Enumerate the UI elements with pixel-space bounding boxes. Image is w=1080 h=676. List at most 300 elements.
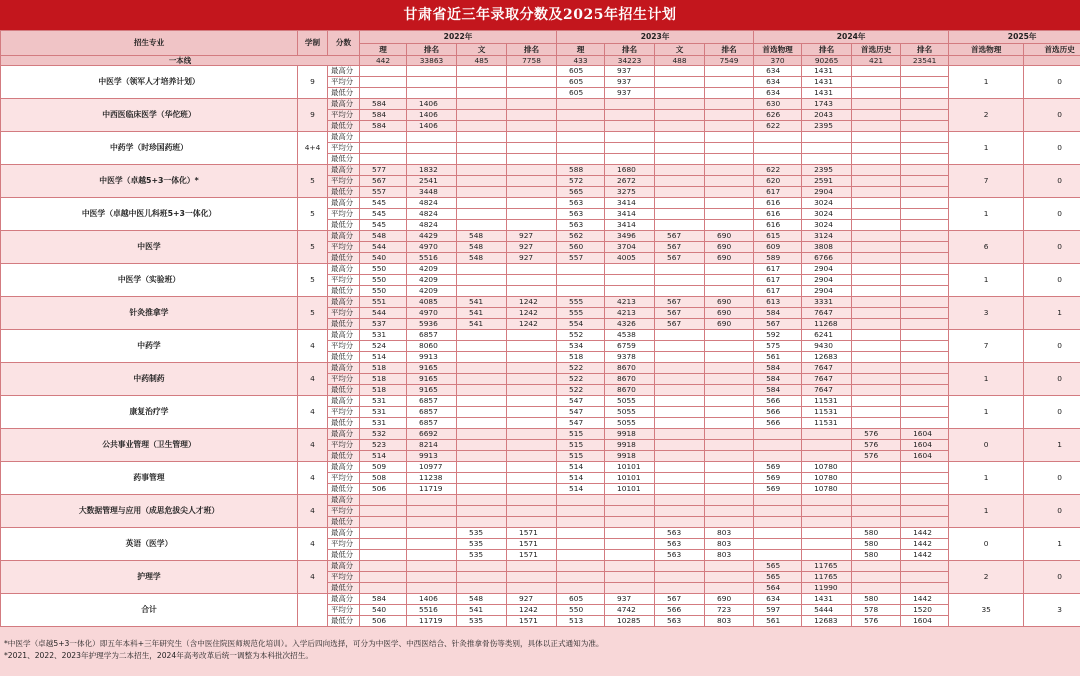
score-cell xyxy=(557,495,605,506)
plan-physics: 35 xyxy=(949,594,1024,627)
score-cell xyxy=(655,88,705,99)
score-cell: 531 xyxy=(360,418,407,429)
score-cell: 545 xyxy=(360,198,407,209)
score-cell xyxy=(901,253,949,264)
score-cell xyxy=(655,517,705,528)
score-cell: 11531 xyxy=(802,418,852,429)
score-cell: 5516 xyxy=(407,605,457,616)
header-2023: 2023年 xyxy=(557,31,754,44)
score-cell: 552 xyxy=(557,330,605,341)
score-cell xyxy=(705,264,754,275)
score-cell xyxy=(655,121,705,132)
score-cell xyxy=(655,66,705,77)
major-name: 康复治疗学 xyxy=(1,396,298,429)
plan-physics: 1 xyxy=(949,66,1024,99)
header-row-years xyxy=(1,31,1080,44)
header-2023-rank2: 排名 xyxy=(705,44,754,56)
score-cell xyxy=(507,66,557,77)
study-years: 5 xyxy=(298,297,328,330)
table-body xyxy=(1,56,1080,627)
score-cell: 540 xyxy=(360,605,407,616)
score-cell xyxy=(802,495,852,506)
score-cell: 548 xyxy=(457,253,507,264)
score-cell: 4742 xyxy=(605,605,655,616)
plan-history: 0 xyxy=(1024,198,1080,231)
score-cell xyxy=(557,121,605,132)
score-type-label: 最低分 xyxy=(328,187,360,198)
score-cell xyxy=(507,154,557,165)
plan-physics: 1 xyxy=(949,132,1024,165)
score-cell xyxy=(705,110,754,121)
score-type-label: 平均分 xyxy=(328,110,360,121)
score-cell xyxy=(457,198,507,209)
score-cell: 5055 xyxy=(605,396,655,407)
score-cell xyxy=(655,473,705,484)
score-cell xyxy=(605,99,655,110)
score-cell xyxy=(901,66,949,77)
table-row xyxy=(1,198,1080,209)
score-cell xyxy=(360,561,407,572)
plan-history: 0 xyxy=(1024,165,1080,198)
score-cell: 523 xyxy=(360,440,407,451)
major-name: 中药学（时珍国药班） xyxy=(1,132,298,165)
score-cell xyxy=(407,66,457,77)
major-name: 针灸推拿学 xyxy=(1,297,298,330)
score-cell xyxy=(360,550,407,561)
baseline-value: 442 xyxy=(360,56,407,66)
score-cell: 9913 xyxy=(407,451,457,462)
table-row xyxy=(1,264,1080,275)
score-cell: 2904 xyxy=(802,264,852,275)
score-cell xyxy=(655,352,705,363)
score-cell xyxy=(655,275,705,286)
score-cell: 518 xyxy=(557,352,605,363)
score-type-label: 最低分 xyxy=(328,286,360,297)
score-cell xyxy=(360,517,407,528)
score-cell: 1406 xyxy=(407,99,457,110)
table-row xyxy=(1,231,1080,242)
score-cell: 8214 xyxy=(407,440,457,451)
score-cell xyxy=(852,231,901,242)
score-cell: 7647 xyxy=(802,374,852,385)
score-cell xyxy=(557,583,605,594)
score-cell: 1571 xyxy=(507,528,557,539)
table-row xyxy=(1,462,1080,473)
score-cell xyxy=(901,462,949,473)
score-cell: 562 xyxy=(557,231,605,242)
score-cell: 537 xyxy=(360,319,407,330)
score-cell xyxy=(655,264,705,275)
score-cell: 634 xyxy=(754,66,802,77)
score-type-label: 平均分 xyxy=(328,605,360,616)
score-type-label: 最高分 xyxy=(328,198,360,209)
score-cell: 548 xyxy=(360,231,407,242)
score-cell xyxy=(557,561,605,572)
study-years: 4 xyxy=(298,363,328,396)
score-cell xyxy=(557,517,605,528)
score-cell xyxy=(802,429,852,440)
score-cell: 1604 xyxy=(901,429,949,440)
score-cell xyxy=(901,88,949,99)
score-cell xyxy=(705,462,754,473)
score-cell xyxy=(457,209,507,220)
score-cell xyxy=(852,561,901,572)
score-cell: 563 xyxy=(655,539,705,550)
score-cell xyxy=(507,352,557,363)
header-2023-rank: 排名 xyxy=(605,44,655,56)
score-cell xyxy=(457,352,507,363)
score-cell xyxy=(605,506,655,517)
score-cell: 622 xyxy=(754,165,802,176)
score-cell: 577 xyxy=(360,165,407,176)
score-cell xyxy=(655,165,705,176)
baseline-empty xyxy=(949,56,1024,66)
score-cell: 550 xyxy=(360,264,407,275)
score-cell: 544 xyxy=(360,308,407,319)
score-cell: 550 xyxy=(360,286,407,297)
plan-history: 3 xyxy=(1024,594,1080,627)
score-cell: 723 xyxy=(705,605,754,616)
major-name: 中医学（领军人才培养计划） xyxy=(1,66,298,99)
score-cell: 690 xyxy=(705,297,754,308)
major-name: 合计 xyxy=(1,594,298,627)
score-cell: 10101 xyxy=(605,484,655,495)
score-cell xyxy=(457,110,507,121)
score-cell xyxy=(705,429,754,440)
score-cell: 11719 xyxy=(407,616,457,627)
score-cell: 551 xyxy=(360,297,407,308)
score-cell xyxy=(705,330,754,341)
major-name: 中医学（卓越中医儿科班5+3一体化） xyxy=(1,198,298,231)
score-cell xyxy=(901,517,949,528)
score-cell xyxy=(507,407,557,418)
score-cell: 1431 xyxy=(802,66,852,77)
score-cell xyxy=(457,495,507,506)
score-cell: 1442 xyxy=(901,528,949,539)
score-cell: 5936 xyxy=(407,319,457,330)
score-cell: 620 xyxy=(754,176,802,187)
score-cell: 8670 xyxy=(605,385,655,396)
header-2022-rank2: 排名 xyxy=(507,44,557,56)
score-cell: 1406 xyxy=(407,594,457,605)
score-cell xyxy=(901,418,949,429)
baseline-value: 488 xyxy=(655,56,705,66)
score-cell: 615 xyxy=(754,231,802,242)
score-cell xyxy=(655,176,705,187)
score-cell: 1571 xyxy=(507,616,557,627)
score-cell xyxy=(360,66,407,77)
score-cell xyxy=(457,583,507,594)
score-cell xyxy=(754,440,802,451)
score-cell xyxy=(852,66,901,77)
score-cell xyxy=(655,187,705,198)
score-cell: 1832 xyxy=(407,165,457,176)
score-cell xyxy=(457,572,507,583)
score-cell: 565 xyxy=(754,561,802,572)
score-cell: 567 xyxy=(655,297,705,308)
score-cell: 6857 xyxy=(407,396,457,407)
score-cell xyxy=(754,506,802,517)
score-type-label: 平均分 xyxy=(328,407,360,418)
score-cell xyxy=(655,451,705,462)
score-cell: 518 xyxy=(360,385,407,396)
score-cell xyxy=(507,341,557,352)
score-cell: 584 xyxy=(754,363,802,374)
score-cell xyxy=(852,418,901,429)
score-cell xyxy=(557,264,605,275)
score-cell xyxy=(754,143,802,154)
score-cell: 9430 xyxy=(802,341,852,352)
score-cell xyxy=(852,121,901,132)
score-cell xyxy=(507,396,557,407)
score-cell xyxy=(901,264,949,275)
table-row xyxy=(1,363,1080,374)
score-cell: 3704 xyxy=(605,242,655,253)
score-cell: 1571 xyxy=(507,539,557,550)
score-cell xyxy=(507,165,557,176)
plan-history: 0 xyxy=(1024,66,1080,99)
score-cell xyxy=(457,286,507,297)
score-cell: 4213 xyxy=(605,297,655,308)
score-cell: 567 xyxy=(360,176,407,187)
score-cell: 584 xyxy=(754,374,802,385)
score-cell: 11531 xyxy=(802,396,852,407)
score-cell xyxy=(852,110,901,121)
score-cell xyxy=(901,187,949,198)
score-cell: 535 xyxy=(457,550,507,561)
score-cell xyxy=(655,583,705,594)
table-row xyxy=(1,165,1080,176)
score-cell xyxy=(852,462,901,473)
score-type-label: 最低分 xyxy=(328,88,360,99)
score-cell xyxy=(507,110,557,121)
score-cell: 6692 xyxy=(407,429,457,440)
table-row xyxy=(1,561,1080,572)
score-cell: 563 xyxy=(557,209,605,220)
score-cell xyxy=(655,99,705,110)
score-cell xyxy=(852,308,901,319)
score-cell: 508 xyxy=(360,473,407,484)
score-cell xyxy=(507,286,557,297)
score-cell: 1431 xyxy=(802,594,852,605)
major-name: 中医学（实验班） xyxy=(1,264,298,297)
score-cell: 1520 xyxy=(901,605,949,616)
score-cell xyxy=(360,572,407,583)
major-name: 中西医临床医学（华佗班） xyxy=(1,99,298,132)
score-cell: 927 xyxy=(507,242,557,253)
score-cell xyxy=(655,220,705,231)
study-years: 5 xyxy=(298,231,328,264)
score-cell: 690 xyxy=(705,231,754,242)
score-cell xyxy=(407,154,457,165)
score-cell xyxy=(852,319,901,330)
score-cell: 4970 xyxy=(407,242,457,253)
study-years: 5 xyxy=(298,198,328,231)
score-cell: 554 xyxy=(557,319,605,330)
score-type-label: 最高分 xyxy=(328,297,360,308)
score-cell: 11531 xyxy=(802,407,852,418)
score-cell xyxy=(457,363,507,374)
score-cell: 584 xyxy=(360,110,407,121)
score-cell: 580 xyxy=(852,539,901,550)
score-cell: 6857 xyxy=(407,418,457,429)
score-cell xyxy=(705,341,754,352)
score-cell xyxy=(901,176,949,187)
score-cell xyxy=(457,385,507,396)
score-cell: 937 xyxy=(605,594,655,605)
score-cell xyxy=(901,165,949,176)
score-cell: 1406 xyxy=(407,121,457,132)
score-cell xyxy=(507,473,557,484)
score-cell: 937 xyxy=(605,88,655,99)
score-cell xyxy=(705,374,754,385)
score-cell: 634 xyxy=(754,88,802,99)
score-cell xyxy=(457,66,507,77)
score-cell: 690 xyxy=(705,319,754,330)
score-cell xyxy=(360,539,407,550)
score-cell xyxy=(705,220,754,231)
score-cell xyxy=(605,550,655,561)
score-cell xyxy=(705,88,754,99)
score-cell: 557 xyxy=(360,187,407,198)
score-cell xyxy=(655,154,705,165)
score-cell xyxy=(754,132,802,143)
score-cell: 1406 xyxy=(407,110,457,121)
table-row xyxy=(1,99,1080,110)
score-cell: 605 xyxy=(557,77,605,88)
score-cell: 567 xyxy=(754,319,802,330)
plan-physics: 2 xyxy=(949,99,1024,132)
score-cell xyxy=(655,286,705,297)
score-cell: 567 xyxy=(655,231,705,242)
plan-physics: 1 xyxy=(949,462,1024,495)
score-cell: 522 xyxy=(557,385,605,396)
score-cell: 937 xyxy=(605,77,655,88)
score-cell xyxy=(605,517,655,528)
score-type-label: 最低分 xyxy=(328,319,360,330)
score-cell: 11990 xyxy=(802,583,852,594)
baseline-empty xyxy=(1024,56,1080,66)
header-score: 分数 xyxy=(328,31,360,56)
score-cell xyxy=(754,539,802,550)
score-cell: 4213 xyxy=(605,308,655,319)
score-cell xyxy=(901,363,949,374)
major-name: 中药制药 xyxy=(1,363,298,396)
score-cell: 8670 xyxy=(605,374,655,385)
score-cell xyxy=(407,583,457,594)
score-cell xyxy=(705,66,754,77)
score-cell xyxy=(557,275,605,286)
score-type-label: 最低分 xyxy=(328,154,360,165)
score-type-label: 平均分 xyxy=(328,77,360,88)
score-cell xyxy=(901,231,949,242)
table-row xyxy=(1,429,1080,440)
score-cell: 11765 xyxy=(802,572,852,583)
table-row xyxy=(1,594,1080,605)
score-cell xyxy=(507,429,557,440)
score-cell xyxy=(407,539,457,550)
score-cell xyxy=(457,506,507,517)
score-cell: 514 xyxy=(557,462,605,473)
study-years: 5 xyxy=(298,264,328,297)
score-cell: 514 xyxy=(557,473,605,484)
major-name: 中医学（卓越5+3一体化）* xyxy=(1,165,298,198)
header-2022-wen: 文 xyxy=(457,44,507,56)
score-cell xyxy=(457,418,507,429)
score-cell xyxy=(507,385,557,396)
score-cell xyxy=(901,407,949,418)
score-cell xyxy=(360,528,407,539)
score-cell: 566 xyxy=(655,605,705,616)
table-row xyxy=(1,330,1080,341)
score-cell xyxy=(457,154,507,165)
study-years: 4 xyxy=(298,495,328,528)
score-cell: 613 xyxy=(754,297,802,308)
score-cell xyxy=(407,550,457,561)
score-cell: 1242 xyxy=(507,605,557,616)
plan-history: 0 xyxy=(1024,231,1080,264)
score-cell xyxy=(901,352,949,363)
study-years: 4 xyxy=(298,396,328,429)
plan-history: 1 xyxy=(1024,528,1080,561)
score-cell: 9165 xyxy=(407,374,457,385)
score-cell xyxy=(557,110,605,121)
score-cell xyxy=(655,418,705,429)
score-cell: 567 xyxy=(655,308,705,319)
score-cell: 4209 xyxy=(407,275,457,286)
score-cell xyxy=(407,77,457,88)
score-cell xyxy=(901,154,949,165)
score-cell xyxy=(407,132,457,143)
score-cell xyxy=(457,341,507,352)
score-cell xyxy=(852,242,901,253)
baseline-value: 485 xyxy=(457,56,507,66)
score-cell xyxy=(852,572,901,583)
score-cell xyxy=(705,396,754,407)
plan-physics: 0 xyxy=(949,528,1024,561)
plan-physics: 7 xyxy=(949,165,1024,198)
score-cell: 541 xyxy=(457,319,507,330)
score-cell: 566 xyxy=(754,396,802,407)
score-cell: 2043 xyxy=(802,110,852,121)
score-cell xyxy=(852,583,901,594)
score-cell: 2395 xyxy=(802,165,852,176)
score-cell xyxy=(605,528,655,539)
score-cell xyxy=(802,539,852,550)
score-cell: 3808 xyxy=(802,242,852,253)
score-cell xyxy=(802,440,852,451)
score-cell xyxy=(705,407,754,418)
score-cell xyxy=(901,77,949,88)
score-cell: 690 xyxy=(705,594,754,605)
major-name: 药事管理 xyxy=(1,462,298,495)
score-cell xyxy=(901,330,949,341)
score-cell: 5055 xyxy=(605,418,655,429)
score-cell: 584 xyxy=(360,121,407,132)
score-cell: 10977 xyxy=(407,462,457,473)
header-2023-wen: 文 xyxy=(655,44,705,56)
score-cell: 605 xyxy=(557,594,605,605)
study-years: 9 xyxy=(298,99,328,132)
score-cell: 564 xyxy=(754,583,802,594)
score-cell xyxy=(852,275,901,286)
score-cell xyxy=(802,451,852,462)
table-row xyxy=(1,495,1080,506)
score-cell xyxy=(705,440,754,451)
score-cell xyxy=(457,429,507,440)
score-cell xyxy=(605,539,655,550)
score-cell: 557 xyxy=(557,253,605,264)
